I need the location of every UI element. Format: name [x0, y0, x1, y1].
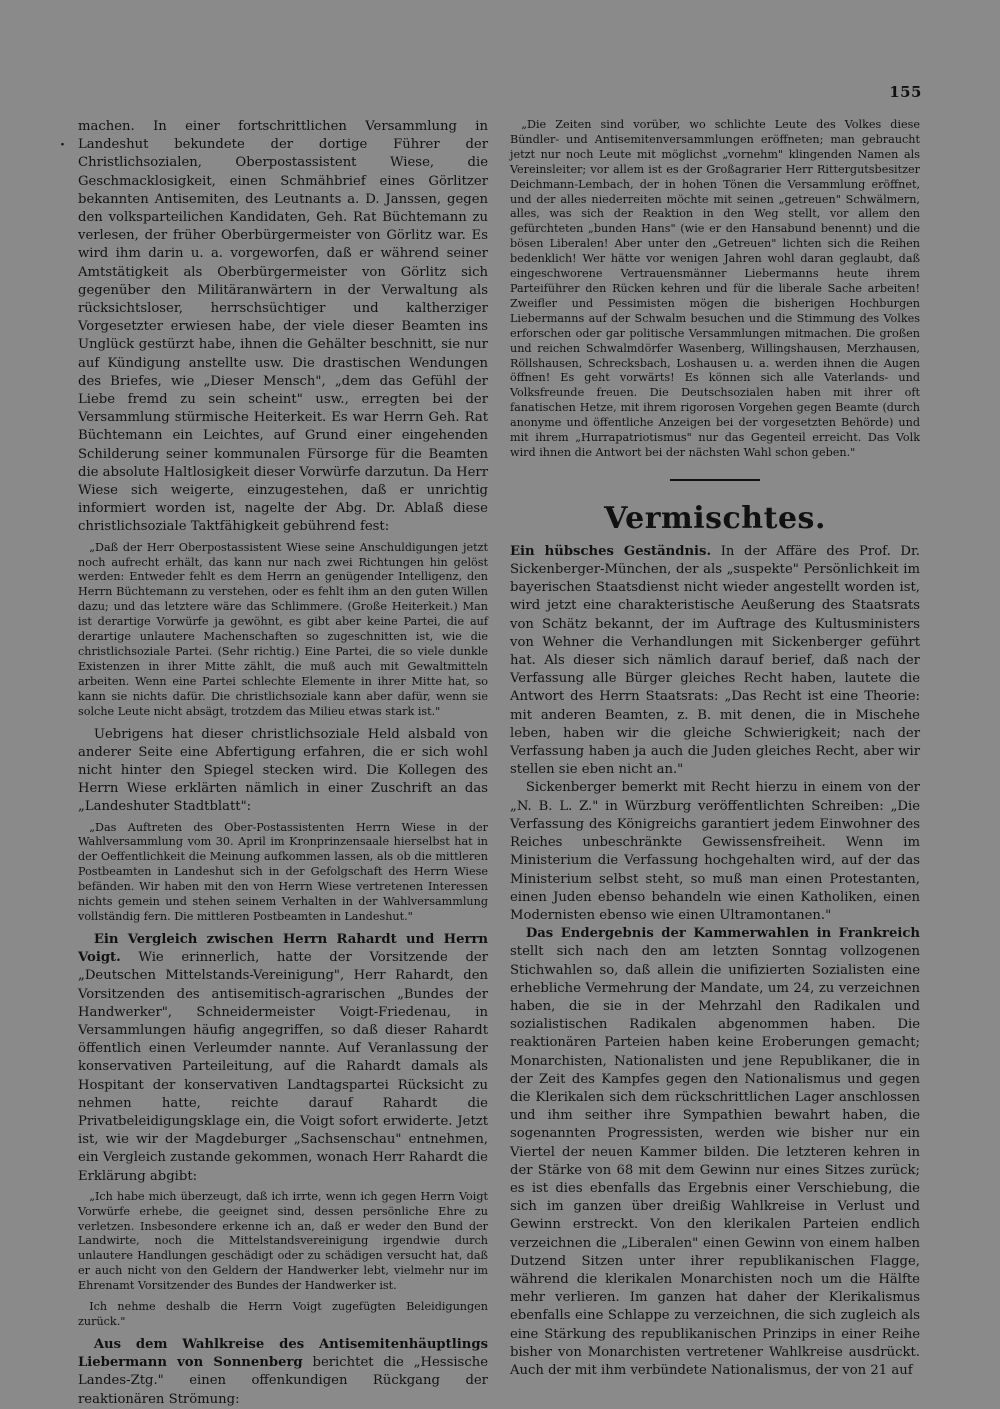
quote-postbeamten: „Das Auftreten des Ober-Postassistenten Herrn Wiese in der Wahlversammlung vom 30. April im Kronprinzensaale hierselbst hat in der Oeffentlichkeit die Meinung aufkommen lassen, als ob die mittleren Postbeamten in Landeshut sich in der Gefolgschaft des Herrn Wiese befänden. Wir haben mit den von Herrn Wiese vertretenen Interessen nichts gemein und stehen seinem Verhalten in der Wahlversammlung vollständig fern. Die mittleren Postbeamten in Landeshut." [78, 820, 488, 923]
paragraph-sickenberger: Sickenberger bemerkt mit Recht hierzu in einem von der „N. B. L. Z." in Würzburg veröffentlichten Schreiben: „Die Verfassung des Königreichs garantiert jedem Einwohner des Reiches unbeschränkte Gewissensfreiheit. Wenn im Ministerium die Verfassung hochgehalten wird, auf der das Ministerium selbst steht, so muß man einen Protestanten, einen Juden ebenso behandeln wie einen Katholiken, einen Modernisten ebenso wie einen Ultramontanen." [510, 780, 920, 923]
vergleich-body: Wie erinnerlich, hatte der Vorsitzende der „Deutschen Mittelstands-Vereinigung", Herr Rahardt, den Vorsitzenden des antisemitisch-agrarischen „Bundes der Handwerker", Schneidermeister Voigt-Friedenau, in Versammlungen häufig angegriffen, so daß dieser Rahardt öffentlich einen Verleumder nannte. Auf Veranlassung der konservativen Parteileitung, auf die Rahardt damals als Hospitant der konservativen Landtagspartei Rücksicht zu nehmen hatte, reichte darauf Rahardt die Privatbeleidigungsklage ein, die Voigt sofort erwiderte. Jetzt ist, wie wir der Magdeburger „Sachsenschau" entnehmen, ein Vergleich zustande gekommen, wonach Herr Rahardt die Erklärung abgibt: [78, 950, 488, 1184]
quote-rahardt-closing: Ich nehme deshalb die Herrn Voigt zugefügten Beleidigungen zurück." [78, 1300, 488, 1328]
frankreich-lead: Das Endergebnis der Kammerwahlen in Frankreich [525, 926, 920, 942]
liebermann-lead: Aus dem Wahlkreise des Antisemitenhäuptlings Liebermann von Sonnenberg [78, 1336, 488, 1371]
quote-ablass: „Daß der Herr Oberpostassistent Wiese seine Anschuldigungen jetzt noch aufrecht erhält, das kann nur nach zwei Richtungen hin gelöst werden: Entweder fehlt es dem Herrn an genügender Intelligenz, den Herrn Büchtemann zu verstehen, oder es fehlt ihm an den guten Willen dazu; und das letztere wäre das Schlimmere. (Große Heiterkeit.) Man ist derartige Vorwürfe ja gewöhnt, es gibt aber keine Partei, die auf derartige unlautere Machenschaften so zugeschnitten ist, wie die christlichsoziale Partei. (Sehr richtig.) Eine Partei, die so viele dunkle Existenzen in ihrer Mitte zählt, die muß auch mit Gewaltmitteln arbeiten. Wenn eine Partei schlechte Elemente in ihrer Mitte hat, so kann sie nichts dafür. Die christlichsoziale kann aber dafür, wenn sie solche Leute nicht absägt, trotzdem das Milieu etwas stark ist." [78, 540, 488, 718]
paragraph-colleagues: Uebrigens hat dieser christlichsoziale Held alsbald von anderer Seite eine Abfertigung erfahren, die er sich wohl nicht hinter den Spiegel stecken wird. Die Kollegen des Herrn Wiese erklärten nämlich in einer Zuschrift an das „Landeshuter Stadtblatt": [78, 726, 488, 815]
liebermann-body: berichtet die „Hessische Landes-Ztg." einen offenkundigen Rückgang der reaktionären Strömung: [78, 1355, 489, 1407]
quote-rahardt: „Ich habe mich überzeugt, daß ich irrte, wenn ich gegen Herrn Voigt Vorwürfe erhebe, die geeignet sind, dessen persönliche Ehre zu verletzen. Insbesondere erkenne ich an, daß er weder den Bund der Landwirte, noch die Mittelstandsvereinigung irgendwie durch unlautere Handlungen geschädigt oder zu schädigen versucht hat, daß er auch nicht von den Geldern der Handwerker lebt, vielmehr nur im Ehrenamt Vorsitzender des Bundes der Handwerker ist. [78, 1189, 488, 1293]
paragraph-wiese-report: machen. In einer fortschrittlichen Versammlung in Landeshut bekundete der dortige Führer der Christlichsozialen, Oberpostassistent Wiese, die Geschmacklosigkeit, einen Schmähbrief eines Görlitzer bekannten Antisemiten, des Leutnants a. D. Janssen, gegen den volksparteilichen Kandidaten, Geh. Rat Büchtemann zu verlesen, der früher Oberbürgermeister von Görlitz war. Es wird ihm darin u. a. vorgeworfen, daß er während seiner Amtstätigkeit als Oberbürgermeister von Görlitz sich gegenüber den Militäranwärtern in der Verwaltung als rücksichtsloser, herrschsüchtiger und kaltherziger Vorgesetzter erwiesen habe, der viele dieser Beamten ins Unglück gestürzt habe, ihnen die Gehälter beschnitt, sie nur auf Kündigung anstellte usw. Die drastischen Wendungen des Briefes, wie „Dieser Mensch", „dem das Gefühl der Liebe fremd zu sein scheint" usw., erregten bei der Versammlung stürmische Heiterkeit. Es war Herrn Geh. Rat Büchtemann ein Leichtes, auf Grund einer eingehenden Schilderung seiner kommunalen Fürsorge für die Beamten die absolute Haltlosigkeit dieser Vorwürfe darzutun. Da Herr Wiese sich weigerte, einzugestehen, daß er unrichtig informiert worden ist, nagelte der Abg. Dr. Ablaß diese christlichsoziale Taktfähigkeit gebührend fest: [78, 119, 488, 535]
section-divider [670, 479, 760, 481]
paragraph-vergleich [78, 931, 488, 1186]
paragraph-frankreich [510, 925, 920, 1380]
left-column [78, 118, 488, 1409]
paragraph-liebermann [78, 1336, 488, 1409]
margin-mark: · [60, 137, 65, 153]
page-number: 155 [889, 83, 922, 101]
paragraph-gestaendnis [510, 543, 920, 780]
gestaendnis-body: In der Affäre des Prof. Dr. Sickenberger-München, der als „suspekte" Persönlichkeit im bayerischen Staatsdienst nicht wieder angestellt worden ist, wird jetzt eine charakteristische Aeußerung des Staatsrats von Schätz bekannt, der im Auftrage des Kultusministers von Wehner die Verhandlungen mit Sickenberger geführt hat. Als dieser sich nämlich darauf berief, daß nach der Verfassung alle Bürger gleiches Recht haben, lautete die Antwort des Herrn Staatsrats: „Das Recht ist eine Theorie: mit anderen Beamten, z. B. mit denen, die in Mischehe leben, haben wir die gleiche Schwierigkeit; nach der Verfassung haben ja auch die Juden gleiches Recht, aber wir stellen sie eben nicht an." [510, 543, 920, 778]
right-column [510, 118, 920, 1380]
quote-hessische: „Die Zeiten sind vorüber, wo schlichte Leute des Volkes diese Bündler- und Antisemitenversammlungen eröffneten; man gebraucht jetzt nur noch Leute mit möglichst „vornehm" klingenden Namen als Vereinsleiter; vor allem ist es der Großagrarier Herr Rittergutsbesitzer Deichmann-Lembach, der in hohen Tönen die Versammlung eröffnet, und der alles niederreiten möchte mit seinen „getreuen" Schwälmern, alles, was sich der Reaktion in den Weg stellt, vor allem den gefürchteten „bunden Hans" (wie er den Hansabund benennt) und die bösen Liberalen! Aber unter den „Getreuen" lichten sich die Reihen bedenklich! Wer hätte vor wenigen Jahren wohl daran geglaubt, daß eingeschworene Vertrauensmänner Liebermanns heute ihrem Parteiführer den Rücken kehren und für die liberale Sache arbeiten! Zweifler und Pessimisten mögen die bisherigen Hochburgen Liebermanns auf der Schwalm besuchen und die Stimmung des Volkes erforschen oder gar politische Versammlungen mitmachen. Die großen und reichen Schwalmdörfer Wasenberg, Willingshausen, Merzhausen, Röllshausen, Schrecksbach, Loshausen u. a. werden ihnen die Augen öffnen! Es geht vorwärts! Es können sich alle Vaterlands- und Volksfreunde freuen. Die Deutschsozialen haben mit ihrer oft fanatischen Hetze, mit ihrem rigorosen Vorgehen gegen Beamte (durch anonyme und öffentliche Anzeigen bei der vorgesetzten Behörde) und mit ihrem „Hurrapatriotismus" nur das Gegenteil erreicht. Das Volk wird ihnen die Antwort bei der nächsten Wahl schon geben." [510, 118, 920, 459]
frankreich-body: stellt sich nach den am letzten Sonntag vollzogenen Stichwahlen so, daß allein die unifizierten Sozialisten eine erhebliche Vermehrung der Mandate, um 24, zu verzeichnen haben, die sie in der Mehrzahl den Radikalen und sozialistischen Radikalen abgenommen haben. Die reaktionären Parteien haben keine Eroberungen gemacht; Monarchisten, Nationalisten und jene Republikaner, die in der Zeit des Kampfes gegen den Nationalismus und gegen die Klerikalen sich dem rückschrittlichen Lager anschlossen und ihm seither ihre Sympathien bewahrt haben, die sogenannten Progressisten, werden wie bisher nur ein Viertel der neuen Kammer bilden. Die letzteren kehren in der Stärke von 68 mit dem Gewinn nur eines Sitzes zurück; es ist dies ebenfalls das Ergebnis einer Verschiebung, die sich im ganzen über dreißig Wahlkreise in Verlust und Gewinn erstreckt. Von den klerikalen Parteien endlich verzeichnen die „Liberalen" einen Gewinn von einem halben Dutzend Sitzen unter ihrer republikanischen Flagge, während die klerikalen Monarchisten noch um die Hälfte mehr verlieren. Im ganzen hat daher der Klerikalismus ebenfalls eine Schlappe zu verzeichnen, die sich zugleich als eine Stärkung des republikanischen Prinzips in einer Reihe bisher von Monarchisten vertretener Wahlkreise ausdrückt. Auch der mit ihm verbündete Nationalismus, der von 21 auf [510, 944, 920, 1378]
vergleich-lead: Ein Vergleich zwischen Herrn Rahardt und Herrn Voigt. [78, 931, 488, 966]
gestaendnis-lead: Ein hübsches Geständnis. [510, 543, 712, 559]
section-heading-vermischtes: Vermischtes. [604, 500, 826, 536]
